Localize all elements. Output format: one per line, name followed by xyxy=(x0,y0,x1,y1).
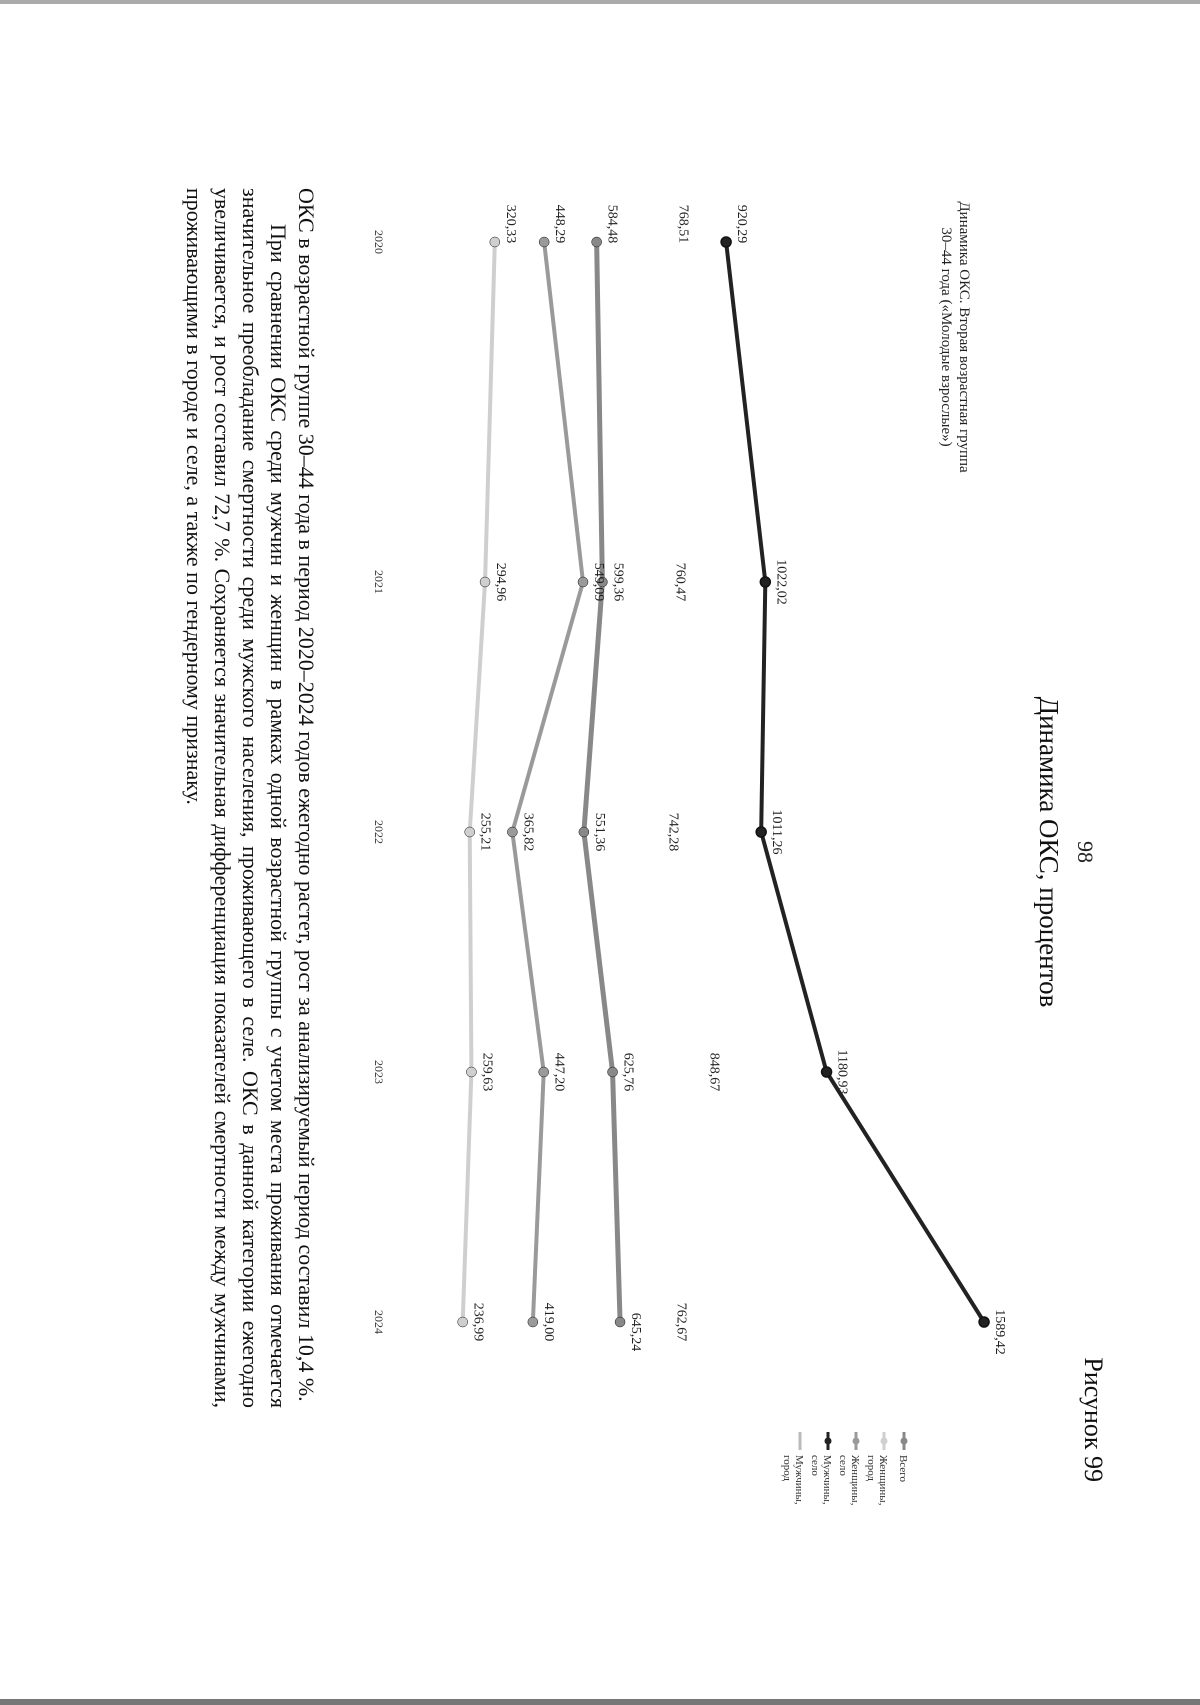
data-label: 645,24 xyxy=(628,1312,644,1352)
data-label: 1180,93 xyxy=(834,1049,850,1095)
data-label: 551,36 xyxy=(591,812,607,852)
legend-label: город xyxy=(865,1455,877,1482)
data-point xyxy=(579,827,589,837)
legend-label: Мужчины, xyxy=(821,1455,833,1505)
data-label: 848,67 xyxy=(706,1052,722,1092)
chart-subtitle xyxy=(938,201,972,473)
legend-label: город xyxy=(781,1455,793,1482)
data-label: 255,21 xyxy=(477,812,493,852)
data-point xyxy=(528,1317,538,1327)
page-number: 98 xyxy=(1073,841,1098,863)
paragraph-2: При сравнении ОКС среди мужчин и женщин в рамках одной возрастной группы с учетом места проживания отмечается значительное преобладание смертности среди мужского населения, проживающего в селе. ОКС в данной категории ежегодно увеличивается, и рост составил 72,7 %. Сохраняется значительная дифференциация показателей смертности между мужчинами, проживающими в городе и селе, а также по гендерному признаку. xyxy=(182,188,291,1408)
data-point xyxy=(539,1067,549,1077)
paragraph-1: ОКС в возрастной группе 30–44 года в период 2020–2024 годов ежегодно растет, рост за анализируемый период составил 10,4 %. xyxy=(294,188,319,1402)
x-axis xyxy=(372,230,386,1334)
legend-marker xyxy=(901,1438,908,1445)
data-point xyxy=(721,237,731,247)
legend-label: село xyxy=(837,1455,849,1476)
data-labels-group xyxy=(471,205,1007,1355)
legend-label: Женщины, xyxy=(877,1455,889,1506)
data-label: 294,96 xyxy=(493,562,509,602)
data-label: 448,29 xyxy=(552,204,568,244)
series-line xyxy=(463,242,495,1322)
data-point xyxy=(615,1317,625,1327)
chart-subtitle-line: Динамика ОКС. Вторая возрастная группа xyxy=(956,201,972,473)
data-point xyxy=(490,237,500,247)
data-point xyxy=(822,1067,832,1077)
data-point xyxy=(979,1317,989,1327)
data-label: 584,48 xyxy=(604,204,620,244)
x-tick-label: 2023 xyxy=(372,1060,386,1084)
data-label: 920,29 xyxy=(734,204,750,244)
data-label: 320,33 xyxy=(502,204,518,244)
data-point xyxy=(539,237,549,247)
x-tick-label: 2021 xyxy=(372,570,386,594)
data-point xyxy=(592,237,602,247)
chart-title: Динамика ОКС, процентов xyxy=(1034,696,1064,1008)
legend-label: Женщины, xyxy=(849,1455,861,1506)
series-line xyxy=(512,242,583,1322)
data-label: 768,51 xyxy=(675,204,691,244)
data-point xyxy=(578,577,588,587)
body-text xyxy=(180,188,320,1408)
data-point xyxy=(458,1317,468,1327)
series-group xyxy=(458,237,989,1327)
rotated-content xyxy=(80,72,1120,1632)
scan-edge-bottom xyxy=(0,1699,1200,1705)
data-label: 236,99 xyxy=(470,1302,486,1342)
scan-edge-top xyxy=(0,0,1200,4)
line-chart xyxy=(330,72,1120,1632)
data-label: 625,76 xyxy=(620,1052,636,1092)
figure-label: Рисунок 99 xyxy=(1079,1357,1108,1482)
x-tick-label: 2024 xyxy=(372,1310,386,1334)
legend-label: Всего xyxy=(897,1455,909,1482)
legend-label: Мужчины, xyxy=(793,1455,805,1505)
data-label: 419,00 xyxy=(540,1302,556,1342)
data-label: 549,09 xyxy=(591,562,607,602)
x-tick-label: 2020 xyxy=(372,230,386,254)
data-point xyxy=(760,577,770,587)
data-point xyxy=(480,577,490,587)
legend-label: село xyxy=(809,1455,821,1476)
data-point xyxy=(756,827,766,837)
data-label: 1022,02 xyxy=(773,559,789,605)
data-label: 447,20 xyxy=(551,1052,567,1092)
series-line xyxy=(657,242,698,1322)
series-line xyxy=(584,242,620,1322)
x-tick-label: 2022 xyxy=(372,820,386,844)
data-label: 599,36 xyxy=(610,562,626,602)
data-point xyxy=(608,1067,618,1077)
data-label: 760,47 xyxy=(672,562,688,602)
legend xyxy=(781,1432,909,1506)
data-label: 742,28 xyxy=(665,812,681,852)
data-label: 1011,26 xyxy=(769,809,785,855)
chart-subtitle-line: 30–44 года («Молодые взрослые») xyxy=(938,227,954,447)
legend-marker xyxy=(881,1438,888,1445)
data-point xyxy=(507,827,517,837)
data-label: 1589,42 xyxy=(992,1309,1008,1355)
data-label: 259,63 xyxy=(479,1052,495,1092)
legend-marker xyxy=(853,1438,860,1445)
legend-marker xyxy=(825,1438,832,1445)
data-label: 365,82 xyxy=(520,812,536,852)
data-point xyxy=(466,1067,476,1077)
data-label: 762,67 xyxy=(673,1302,689,1342)
data-point xyxy=(465,827,475,837)
